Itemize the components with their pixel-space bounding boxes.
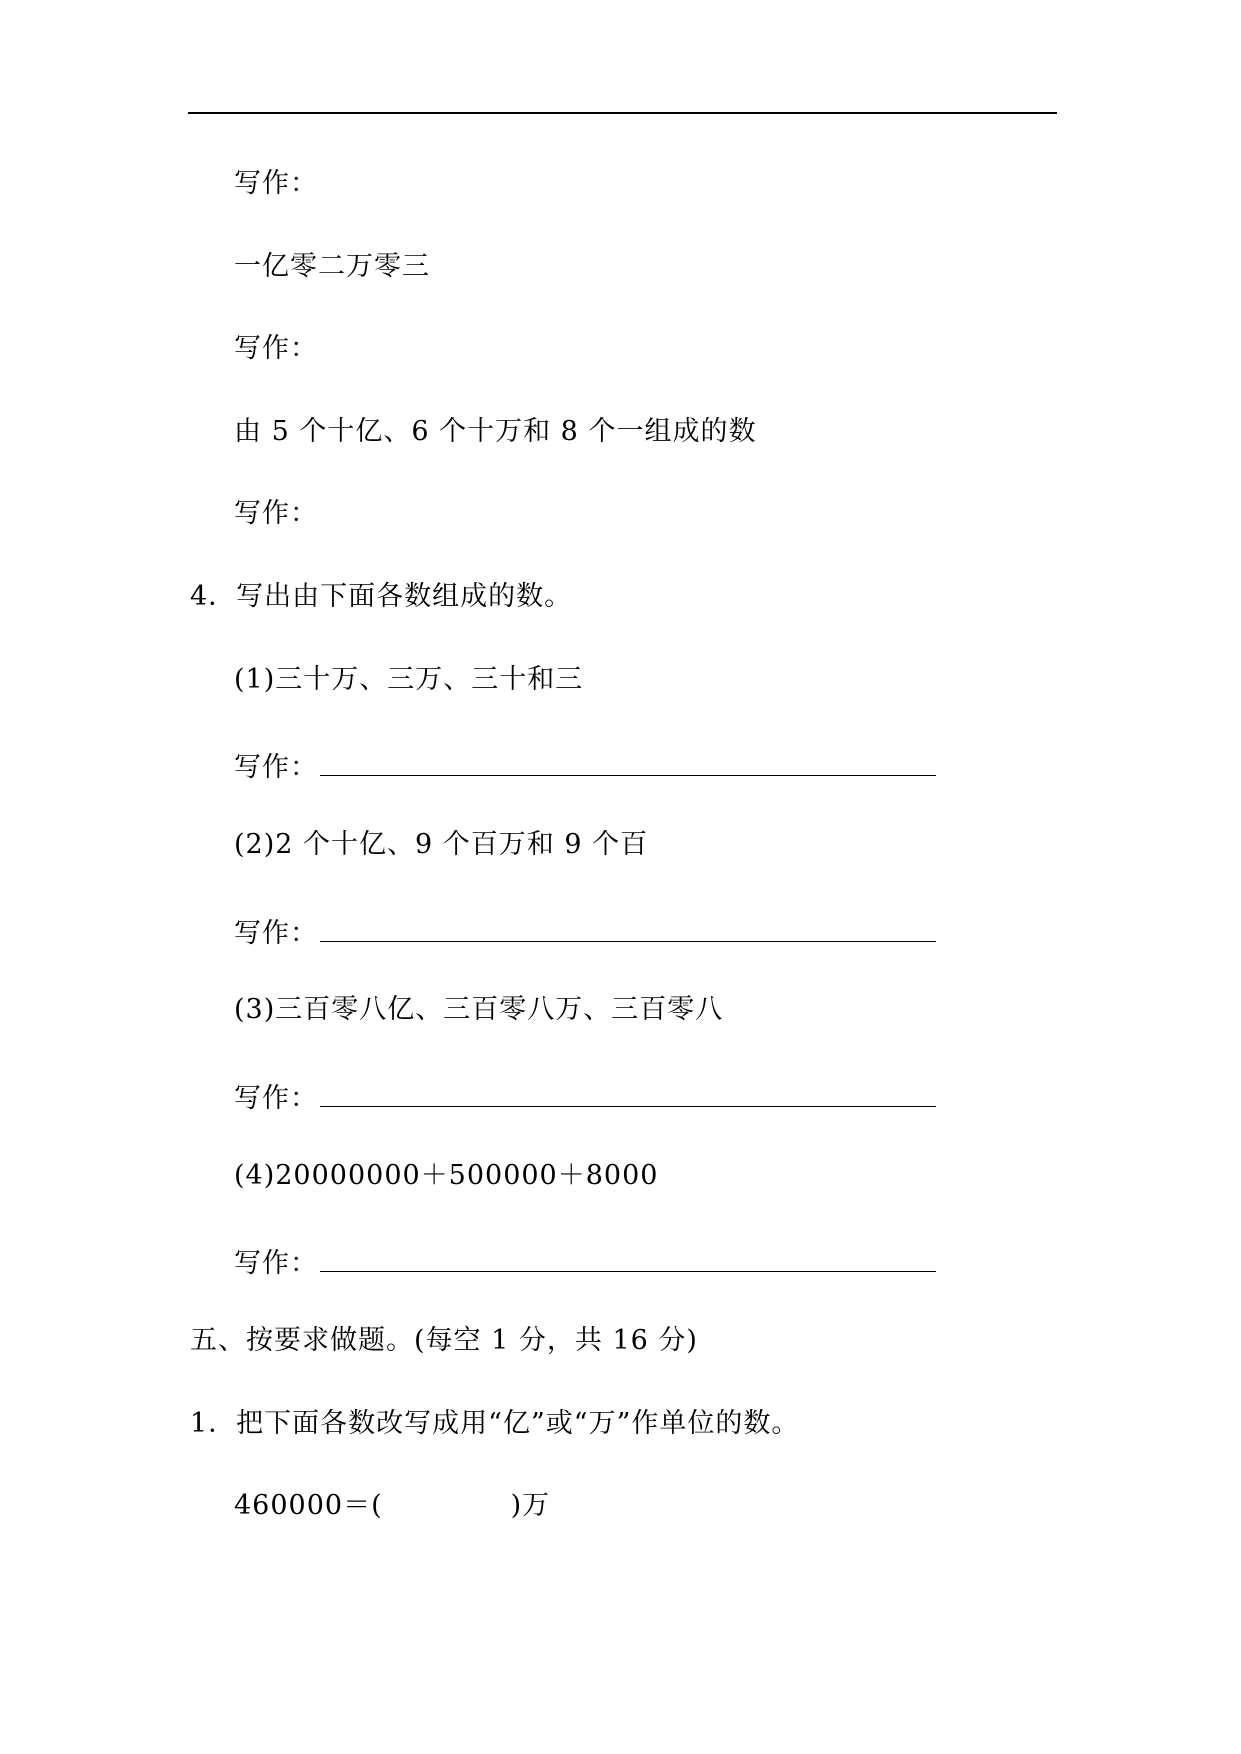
write-label: 写作：: [234, 498, 318, 529]
answer-row-2: [234, 911, 936, 951]
write-label: 写作：: [234, 168, 318, 199]
header-rule: [188, 112, 1057, 114]
write-label: 写作：: [234, 752, 318, 783]
answer-row-3: [234, 1076, 936, 1116]
answer-row-4: [234, 1241, 936, 1281]
question-4-title: 4．写出由下面各数组成的数。: [190, 581, 573, 612]
question-4-item-1: (1)三十万、三万、三十和三: [234, 664, 584, 695]
answer-blank-1[interactable]: [320, 745, 936, 776]
question-4-item-4: (4)20000000＋500000＋8000: [234, 1160, 659, 1191]
question-4-item-2: (2)2 个十亿、9 个百万和 9 个百: [234, 829, 649, 860]
write-label: 写作：: [234, 918, 318, 949]
answer-blank-3[interactable]: [320, 1076, 936, 1107]
conversion-left: 460000＝(: [234, 1490, 383, 1521]
write-label: 写作：: [234, 1248, 318, 1279]
conversion-right: )万: [510, 1490, 551, 1521]
number-words: 由 5 个十亿、6 个十万和 8 个一组成的数: [234, 416, 757, 447]
section-5-question-1: 1．把下面各数改写成用“亿”或“万”作单位的数。: [190, 1408, 800, 1439]
answer-row-1: [234, 745, 936, 785]
answer-blank-2[interactable]: [320, 911, 936, 942]
question-4-item-3: (3)三百零八亿、三百零八万、三百零八: [234, 994, 724, 1025]
number-words: 一亿零二万零三: [234, 251, 430, 282]
section-5-title: 五、按要求做题。(每空 1 分，共 16 分): [190, 1325, 698, 1356]
write-label: 写作：: [234, 1083, 318, 1114]
answer-blank-4[interactable]: [320, 1241, 936, 1272]
write-label: 写作：: [234, 333, 318, 364]
conversion-row: [234, 1489, 550, 1523]
